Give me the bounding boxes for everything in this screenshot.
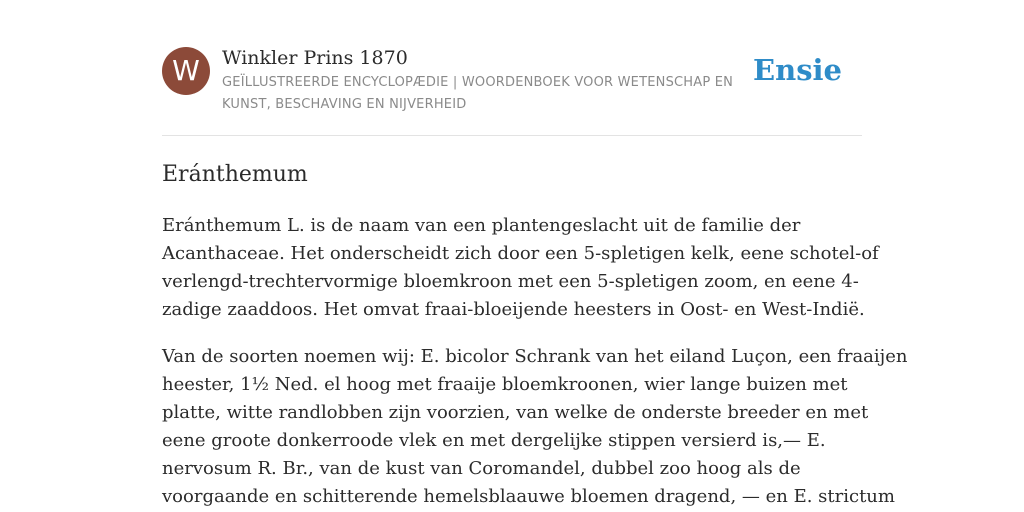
text-line: eene groote donkerroode vlek en met dergelijke stippen versierd is,— E. [162, 430, 826, 451]
text-line: heester, 1½ Ned. el hoog met fraaije bloemkroonen, wier lange buizen met [162, 374, 848, 395]
source-subtitle: GEÏLLUSTREERDE ENCYCLOPÆDIE | WOORDENBOEK VOOR WETENSCHAP EN KUNST, BESCHAVING EN NIJVERHEID [222, 75, 734, 112]
source-header [162, 44, 862, 136]
article-paragraph [162, 212, 879, 324]
source-avatar[interactable]: W [162, 47, 210, 95]
text-line: zadige zaaddoos. Het omvat fraai-bloeijende heesters in Oost- en West-Indië. [162, 299, 865, 320]
text-line: Acanthaceae. Het onderscheidt zich door een 5-spletigen kelk, eene schotel-of [162, 243, 879, 264]
article-body [162, 212, 908, 512]
text-line: voorgaande en schitterende hemelsblaauwe bloemen dragend, — en E. strictum [162, 486, 895, 507]
ensie-logo-link[interactable]: Ensie [753, 53, 842, 87]
text-line: platte, witte randlobben zijn voorzien, van welke de onderste breeder en met [162, 402, 869, 423]
text-line: verlengd-trechtervormige bloemkroon met een 5-spletigen zoom, en eene 4- [162, 271, 859, 292]
source-title-link[interactable]: Winkler Prins 1870 [222, 47, 408, 69]
text-line: Van de soorten noemen wij: E. bicolor Schrank van het eiland Luçon, een fraaijen [162, 346, 908, 367]
text-line: nervosum R. Br., van de kust van Coromandel, dubbel zoo hoog als de [162, 458, 801, 479]
text-line: Eránthemum L. is de naam van een plantengeslacht uit de familie der [162, 215, 801, 236]
article-paragraph [162, 343, 908, 511]
page-title: Eránthemum [162, 162, 308, 187]
